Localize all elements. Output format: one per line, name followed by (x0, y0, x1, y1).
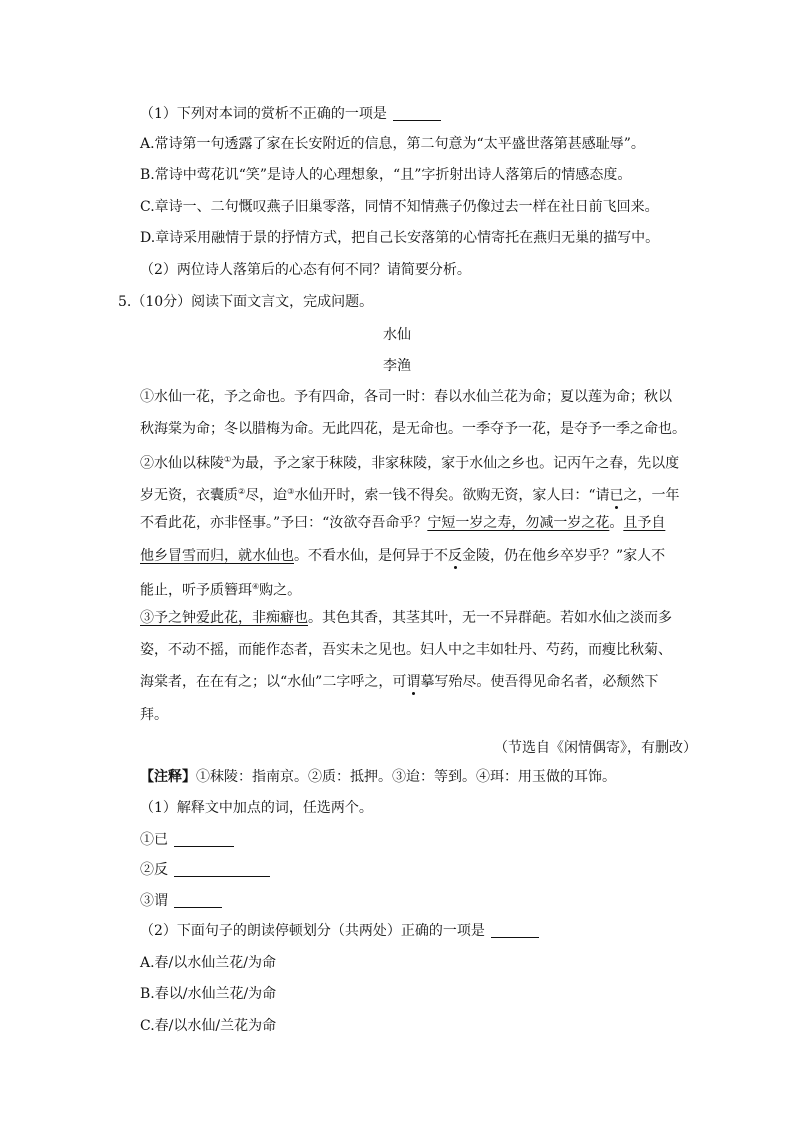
note-ref-3: ③ (287, 487, 295, 496)
dotted-word-fan: 反 (448, 548, 462, 564)
text: 水仙开时，索一钱不得矣。欲购无资，家人曰：“请 (294, 487, 610, 504)
text: ②水仙以秣陵 (140, 455, 224, 472)
dotted-word-wei: 谓 (406, 674, 421, 690)
underlined-sentence: 宁短一岁之寿，勿减一岁之花 (427, 515, 610, 531)
p1-line2: 秋海棠为命；冬以腊梅为命。无此四花，是无命也。一季夺予一花，是夺予一季之命也。 (140, 421, 686, 437)
word-item-3 (140, 891, 222, 911)
text: 。 (609, 515, 624, 531)
answer-blank[interactable] (174, 832, 234, 847)
answer-blank[interactable] (174, 862, 270, 877)
p2-line5 (140, 577, 301, 601)
q5-sub2 (140, 921, 539, 941)
p2-line4 (140, 546, 665, 566)
choice-c: C.春/以水仙/兰花为命 (140, 1018, 277, 1034)
underlined-sentence: ③予之钟爱此花，非痴癖也 (140, 610, 308, 626)
choice-b: B.春以/水仙兰花/为命 (140, 986, 277, 1002)
text: 购之。 (259, 582, 302, 599)
passage-author: 李渔 (383, 358, 411, 374)
source-note: （节选自《闲情偶寄》，有删改） (494, 740, 697, 756)
text: 。不看水仙，是何异于不 (294, 548, 448, 564)
word-label: ③谓 (140, 893, 168, 909)
passage-title: 水仙 (383, 327, 411, 343)
p2-line1 (140, 450, 679, 474)
annotation-text: ①秣陵：指南京。②质：抵押。③迨：等到。④珥：用玉做的耳饰。 (196, 769, 616, 785)
p3-line1 (140, 608, 672, 628)
text: 尽，迨 (245, 487, 288, 504)
answer-blank[interactable] (393, 106, 441, 121)
q4-sub1 (140, 104, 441, 124)
p1-line1: ①水仙一花，予之命也。予有四命，各司一时：春以水仙兰花为命；夏以莲为命；秋以 (140, 389, 672, 405)
underlined-sentence: 他乡冒雪而归，就水仙也 (140, 548, 294, 564)
text: 为最，予之家于秣陵，非家秣陵，家于水仙之乡也。记丙午之春，先以度 (231, 455, 680, 472)
q4-option-c: C.章诗一、二句慨叹燕子旧巢零落，同情不知情燕子仍像过去一样在社日前飞回来。 (140, 199, 659, 215)
note-ref-2: ② (238, 487, 246, 496)
q5-sub2-text: （2）下面句子的朗读停顿划分（共两处）正确的一项是 (140, 923, 485, 939)
text: 能止，听予质簪珥 (140, 582, 252, 599)
text: 岁无资，衣囊质 (140, 487, 238, 504)
text: 。其色其香，其茎其叶，无一不异群葩。若如水仙之淡而多 (308, 610, 672, 626)
annotation (140, 767, 616, 787)
p3-line2: 姿，不动不摇，而能作态者，吾实未之见也。妇人中之丰如牡丹、芍药，而瘦比秋菊、 (140, 642, 672, 658)
annotation-label: 【注释】 (140, 769, 196, 785)
p2-line2 (140, 482, 680, 506)
text: 不看此花，亦非怪事。”予曰：“汝欲夺吾命乎？ (140, 515, 428, 531)
p3-line4: 拜。 (140, 707, 168, 723)
choice-a: A.春/以水仙兰花/为命 (140, 955, 276, 971)
word-label: ①已 (140, 832, 168, 848)
dotted-word-yi: 已 (609, 487, 624, 504)
p3-line3 (140, 672, 658, 692)
underlined-sentence: 且予自 (623, 515, 666, 531)
q4-option-d: D.章诗采用融情于景的抒情方式，把自己长安落第的心情寄托在燕归无巢的描写中。 (140, 230, 660, 246)
q5-sub1: （1）解释文中加点的词，任选两个。 (140, 800, 373, 816)
note-ref-1: ① (224, 455, 232, 464)
word-item-1 (140, 830, 234, 850)
word-label: ②反 (140, 862, 168, 878)
text: 摹写殆尽。使吾得见命名者，必颓然下 (420, 674, 659, 690)
q4-option-b: B.常诗中莺花讥“笑”是诗人的心理想象，“且”字折射出诗人落第后的情感态度。 (140, 167, 632, 183)
q4-sub2: （2）两位诗人落第后的心态有何不同？请简要分析。 (140, 262, 471, 278)
q5-heading: 5.（10分）阅读下面文言文，完成问题。 (118, 294, 374, 310)
note-ref-4: ④ (252, 582, 260, 591)
text: 金陵，仍在他乡卒岁乎？”家人不 (462, 548, 666, 564)
word-item-2 (140, 860, 270, 880)
text: 之，一年 (623, 487, 680, 504)
q4-option-a: A.常诗第一句透露了家在长安附近的信息，第二句意为“太平盛世落第甚感耻辱”。 (140, 136, 645, 152)
answer-blank[interactable] (491, 923, 539, 938)
answer-blank[interactable] (174, 893, 222, 908)
p2-line3 (140, 513, 665, 533)
q4-sub1-text: （1）下列对本词的赏析不正确的一项是 (140, 106, 387, 122)
text: 海棠者，在在有之；以“水仙”二字呼之，可 (140, 674, 407, 690)
